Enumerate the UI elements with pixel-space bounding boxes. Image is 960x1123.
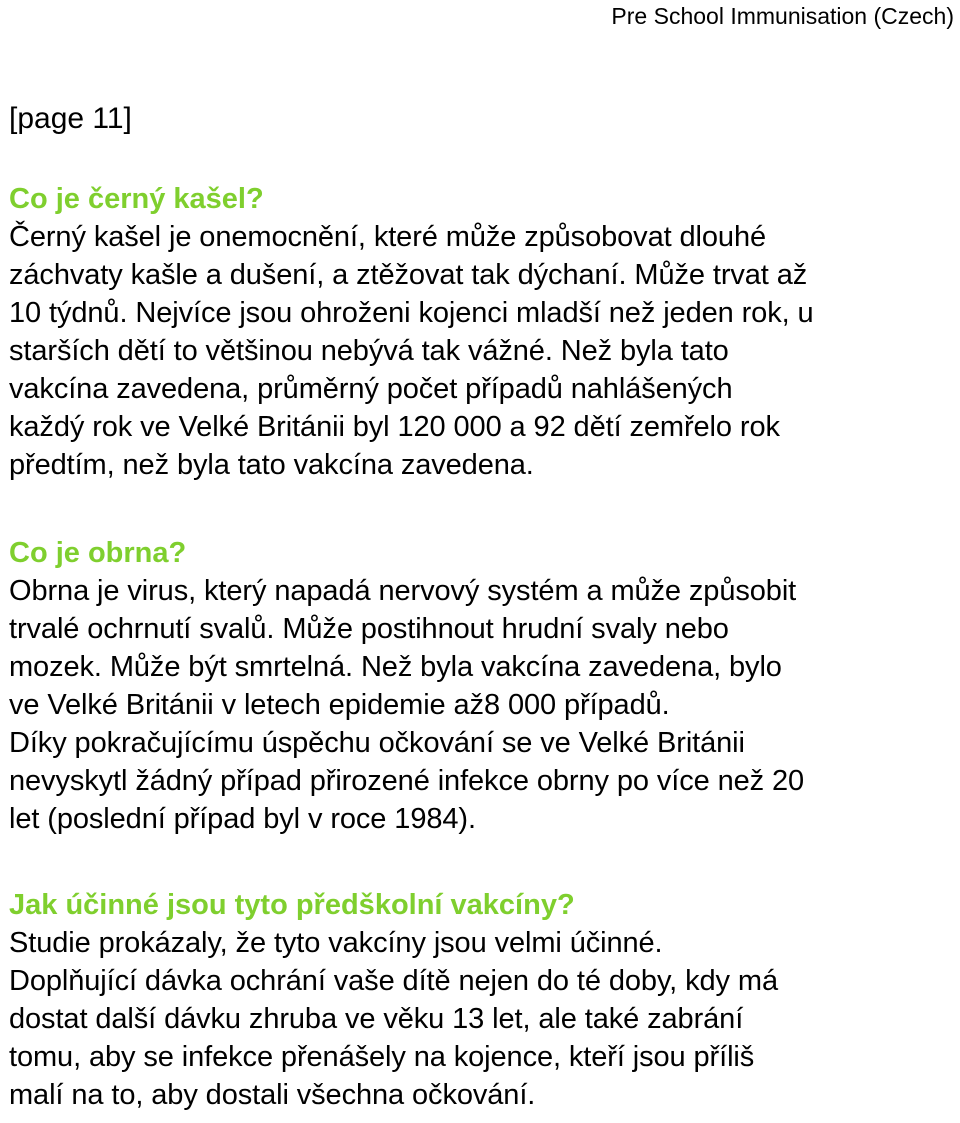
text-line: let (poslední případ byl v roce 1984). <box>9 803 476 835</box>
text-line: 10 týdnů. Nejvíce jsou ohroženi kojenci mladší než jeden rok, u <box>9 297 814 329</box>
text-line: mozek. Může být smrtelná. Než byla vakcína zavedena, bylo <box>9 651 782 683</box>
text-line: Studie prokázaly, že tyto vakcíny jsou velmi účinné. <box>9 927 663 959</box>
page-marker: [page 11] <box>9 102 132 135</box>
text-line: ve Velké Británii v letech epidemie až8 000 případů. <box>9 689 670 721</box>
text-line: dostat další dávku zhruba ve věku 13 let, ale také zabrání <box>9 1003 744 1035</box>
text-line: starších dětí to většinou nebývá tak vážné. Než byla tato <box>9 335 729 367</box>
section-heading: Co je černý kašel? <box>9 183 264 215</box>
running-header: Pre School Immunisation (Czech) <box>611 3 954 29</box>
section-heading: Jak účinné jsou tyto předškolní vakcíny? <box>9 889 575 921</box>
section-body <box>9 572 959 838</box>
section-pertussis <box>9 180 959 484</box>
text-line: trvalé ochrnutí svalů. Může postihnout hrudní svaly nebo <box>9 613 729 645</box>
text-line: předtím, než byla tato vakcína zavedena. <box>9 449 534 481</box>
section-body <box>9 218 959 484</box>
text-line: malí na to, aby dostali všechna očkování. <box>9 1079 536 1111</box>
section-heading: Co je obrna? <box>9 537 187 569</box>
text-line: Díky pokračujícímu úspěchu očkování se ve Velké Británii <box>9 727 745 759</box>
text-line: záchvaty kašle a dušení, a ztěžovat tak dýchaní. Může trvat až <box>9 259 808 291</box>
text-line: nevyskytl žádný případ přirozené infekce obrny po více než 20 <box>9 765 805 797</box>
section-body <box>9 924 959 1114</box>
text-line: tomu, aby se infekce přenášely na kojence, kteří jsou příliš <box>9 1041 755 1073</box>
text-line: Obrna je virus, který napadá nervový systém a může způsobit <box>9 575 797 607</box>
text-line: Doplňující dávka ochrání vaše dítě nejen do té doby, kdy má <box>9 965 778 997</box>
text-line: Černý kašel je onemocnění, které může způsobovat dlouhé <box>9 221 766 253</box>
section-effectiveness <box>9 886 959 1114</box>
text-line: vakcína zavedena, průměrný počet případů nahlášených <box>9 373 733 405</box>
text-line: každý rok ve Velké Británii byl 120 000 a 92 dětí zemřelo rok <box>9 411 780 443</box>
section-polio <box>9 534 959 838</box>
